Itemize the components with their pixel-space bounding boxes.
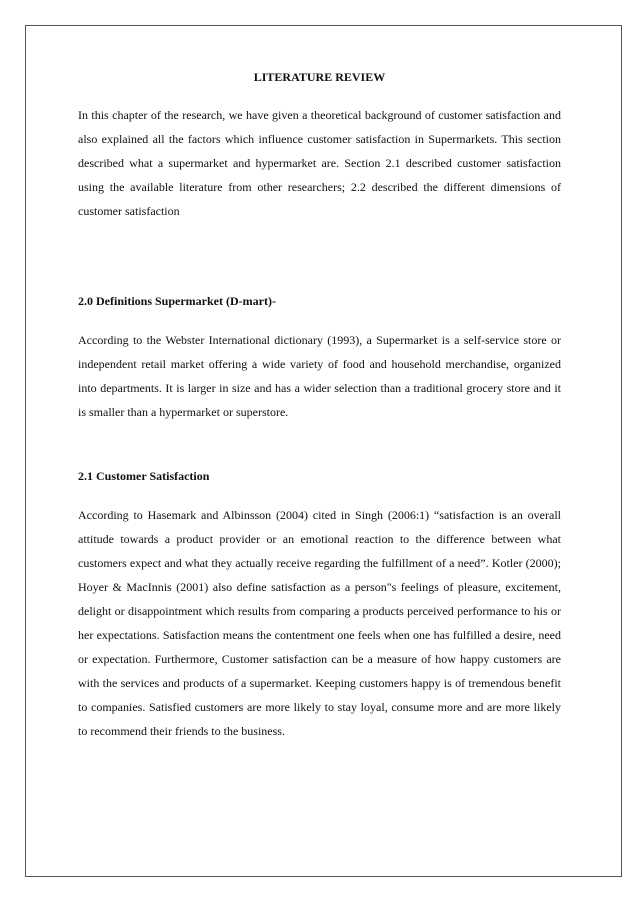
spacer (78, 223, 561, 292)
section-heading-definitions: 2.0 Definitions Supermarket (D-mart)- (78, 294, 276, 308)
spacer (78, 310, 561, 328)
section-heading-customer-satisfaction: 2.1 Customer Satisfaction (78, 469, 210, 483)
spacer (78, 485, 561, 503)
spacer (78, 424, 561, 467)
document-title: LITERATURE REVIEW (253, 70, 386, 84)
intro-paragraph: In this chapter of the research, we have given a theoretical background of customer satisfaction and also explained all the factors which influence customer satisfaction in Supermarkets. This section described what a supermarket and hypermarket are. Section 2.1 described customer satisfaction using the available literature from other researchers; 2.2 described the different dimensions of customer satisfaction (78, 108, 561, 218)
section-body-customer-satisfaction: According to Hasemark and Albinsson (2004) cited in Singh (2006:1) “satisfaction is an overall attitude towards a product provider or an emotional reaction to the difference between what customers expect and what they actually receive regarding the fulfillment of a need”. Kotler (2000); Hoyer & MacInnis (2001) also define satisfaction as a person"s feelings of pleasure, excitement, delight or disappointment which results from comparing a products perceived performance to his or her expectations. Satisfaction means the contentment one feels when one has fulfilled a desire, need or expectation. Furthermore, Customer satisfaction can be a measure of how happy customers are with the services and products of a supermarket. Keeping customers happy is of tremendous benefit to companies. Satisfied customers are more likely to stay loyal, consume more and are more likely to recommend their friends to the business. (78, 508, 561, 738)
document-content (78, 68, 561, 743)
section-body-definitions: According to the Webster International dictionary (1993), a Supermarket is a self-service store or independent retail market offering a wide variety of food and household merchandise, organized into departments. It is larger in size and has a wider selection than a traditional grocery store and it is smaller than a hypermarket or superstore. (78, 333, 561, 419)
